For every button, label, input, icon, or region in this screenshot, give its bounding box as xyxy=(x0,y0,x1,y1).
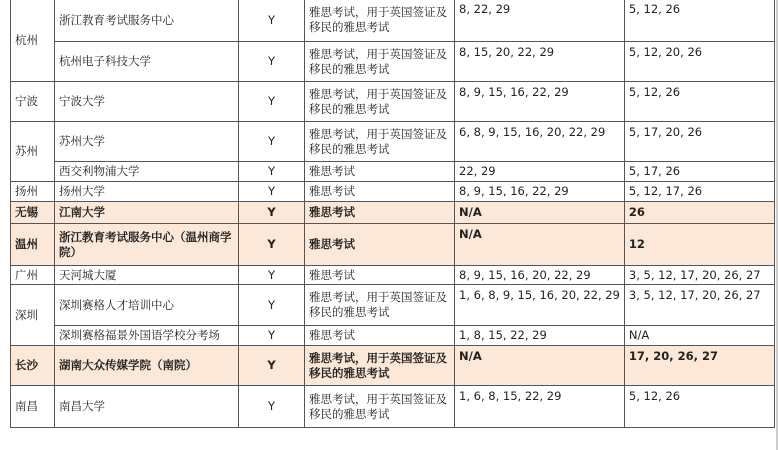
test-type-cell: 雅思考试，用于英国签证及移民的雅思考试 xyxy=(305,285,455,326)
test-type-cell: 雅思考试 xyxy=(305,224,455,266)
test-type-cell: 雅思考试 xyxy=(305,266,455,285)
test-type-cell: 雅思考试，用于英国签证及移民的雅思考试 xyxy=(305,346,455,386)
dates-month2-cell: 5, 17, 26 xyxy=(624,162,774,182)
center-cell: 浙江教育考试服务中心 xyxy=(55,0,239,42)
availability-cell: Y xyxy=(239,0,305,42)
dates-month1-cell: 1, 6, 8, 15, 22, 29 xyxy=(455,386,625,428)
city-cell: 南昌 xyxy=(11,386,55,428)
dates-month2-cell: 17, 20, 26, 27 xyxy=(624,346,774,386)
center-cell: 西交利物浦大学 xyxy=(55,162,239,182)
dates-month2-cell: 3, 5, 12, 17, 20, 26, 27 xyxy=(624,285,774,326)
dates-month1-cell: 22, 29 xyxy=(455,162,625,182)
center-cell: 浙江教育考试服务中心（温州商学院） xyxy=(55,224,239,266)
city-cell: 苏州 xyxy=(11,122,55,182)
dates-month1-cell: 8, 9, 15, 16, 20, 22, 29 xyxy=(455,266,625,285)
center-cell: 南昌大学 xyxy=(55,386,239,428)
availability-cell: Y xyxy=(239,285,305,326)
test-type-cell: 雅思考试 xyxy=(305,326,455,346)
availability-cell: Y xyxy=(239,202,305,224)
dates-month1-cell: 1, 8, 15, 22, 29 xyxy=(455,326,625,346)
table-row-highlighted xyxy=(11,224,775,266)
dates-month2-cell: N/A xyxy=(624,326,774,346)
table-row xyxy=(11,0,775,42)
test-type-cell: 雅思考试 xyxy=(305,182,455,202)
city-cell: 杭州 xyxy=(11,0,55,82)
availability-cell: Y xyxy=(239,346,305,386)
table-row-highlighted xyxy=(11,346,775,386)
availability-cell: Y xyxy=(239,82,305,122)
city-cell: 温州 xyxy=(11,224,55,266)
test-type-cell: 雅思考试，用于英国签证及移民的雅思考试 xyxy=(305,386,455,428)
center-cell: 深圳赛格福景外国语学校分考场 xyxy=(55,326,239,346)
table-row xyxy=(11,162,775,182)
center-cell: 深圳赛格人才培训中心 xyxy=(55,285,239,326)
dates-month2-cell: 5, 12, 26 xyxy=(624,386,774,428)
test-type-cell: 雅思考试，用于英国签证及移民的雅思考试 xyxy=(305,82,455,122)
dates-month2-cell: 5, 12, 26 xyxy=(624,0,774,42)
table-row xyxy=(11,285,775,326)
table-row xyxy=(11,386,775,428)
ielts-test-center-table xyxy=(10,0,775,428)
availability-cell: Y xyxy=(239,42,305,82)
dates-month2-cell: 3, 5, 12, 17, 20, 26, 27 xyxy=(624,266,774,285)
availability-cell: Y xyxy=(239,386,305,428)
city-cell: 宁波 xyxy=(11,82,55,122)
test-type-cell: 雅思考试，用于英国签证及移民的雅思考试 xyxy=(305,42,455,82)
dates-month1-cell: 6, 8, 9, 15, 16, 20, 22, 29 xyxy=(455,122,625,162)
test-type-cell: 雅思考试 xyxy=(305,162,455,182)
test-type-cell: 雅思考试，用于英国签证及移民的雅思考试 xyxy=(305,122,455,162)
center-cell: 江南大学 xyxy=(55,202,239,224)
availability-cell: Y xyxy=(239,266,305,285)
dates-month1-cell: N/A xyxy=(455,202,625,224)
dates-month1-cell: 8, 9, 15, 16, 22, 29 xyxy=(455,182,625,202)
table-row xyxy=(11,82,775,122)
table-row xyxy=(11,266,775,285)
dates-month2-cell: 12 xyxy=(624,224,774,266)
dates-month1-cell: 8, 22, 29 xyxy=(455,0,625,42)
table-row xyxy=(11,42,775,82)
city-cell: 无锡 xyxy=(11,202,55,224)
city-cell: 广州 xyxy=(11,266,55,285)
table-row xyxy=(11,182,775,202)
table-row xyxy=(11,326,775,346)
availability-cell: Y xyxy=(239,326,305,346)
center-cell: 杭州电子科技大学 xyxy=(55,42,239,82)
center-cell: 苏州大学 xyxy=(55,122,239,162)
city-cell: 深圳 xyxy=(11,285,55,346)
table-row-highlighted xyxy=(11,202,775,224)
availability-cell: Y xyxy=(239,162,305,182)
city-cell: 扬州 xyxy=(11,182,55,202)
availability-cell: Y xyxy=(239,182,305,202)
dates-month2-cell: 5, 12, 20, 26 xyxy=(624,42,774,82)
city-cell: 长沙 xyxy=(11,346,55,386)
dates-month2-cell: 5, 12, 17, 26 xyxy=(624,182,774,202)
test-type-cell: 雅思考试 xyxy=(305,202,455,224)
dates-month1-cell: 1, 6, 8, 9, 15, 16, 20, 22, 29 xyxy=(455,285,625,326)
center-cell: 天河城大厦 xyxy=(55,266,239,285)
center-cell: 湖南大众传媒学院（南院） xyxy=(55,346,239,386)
dates-month1-cell: 8, 15, 20, 22, 29 xyxy=(455,42,625,82)
dates-month1-cell: 8, 9, 15, 16, 22, 29 xyxy=(455,82,625,122)
dates-month2-cell: 5, 12, 26 xyxy=(624,82,774,122)
dates-month1-cell: N/A xyxy=(455,224,625,266)
dates-month2-cell: 26 xyxy=(624,202,774,224)
dates-month2-cell: 5, 17, 20, 26 xyxy=(624,122,774,162)
center-cell: 宁波大学 xyxy=(55,82,239,122)
dates-month1-cell: N/A xyxy=(455,346,625,386)
test-type-cell: 雅思考试，用于英国签证及移民的雅思考试 xyxy=(305,0,455,42)
center-cell: 扬州大学 xyxy=(55,182,239,202)
availability-cell: Y xyxy=(239,224,305,266)
availability-cell: Y xyxy=(239,122,305,162)
table-row xyxy=(11,122,775,162)
